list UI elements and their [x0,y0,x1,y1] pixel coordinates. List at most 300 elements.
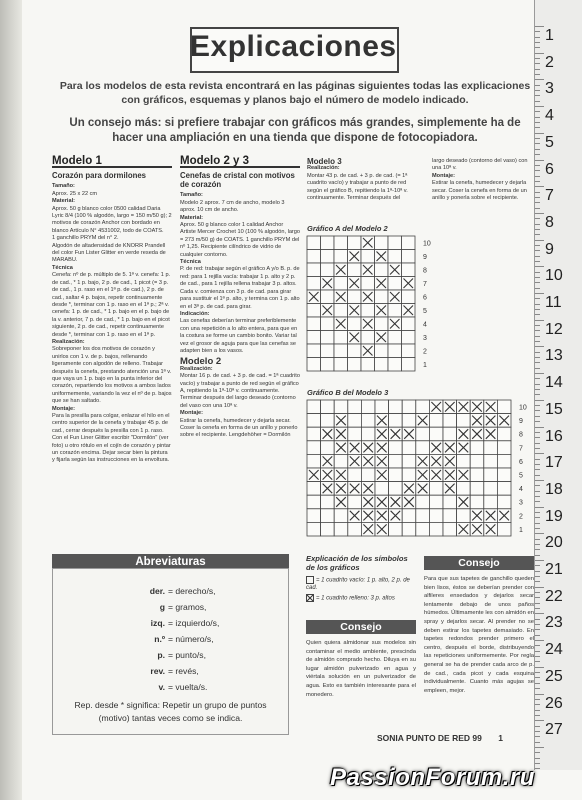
grid-cell [321,414,335,428]
ruler-tick [535,485,540,486]
grid-row-label: 4 [519,486,523,494]
grid-cell [321,441,335,455]
grid-cell [307,454,321,468]
ruler-number: 15 [545,400,563,418]
grid-cell [497,482,511,496]
ruler-tick [535,763,540,764]
ruler-tick [535,704,540,705]
grid-cell [443,495,457,509]
grid-cell [334,522,348,536]
modelo23-heading: Modelo 2 y 3 [180,158,300,168]
simbolo-relleno [306,594,414,603]
grid-row-label: 10 [519,404,527,412]
ruler-tick [535,31,540,32]
grid-cell [307,344,321,358]
grid-cell [484,441,498,455]
intro-text: Para los modelos de esta revista encontrará en las páginas siguientes todas las explicaciones con gráficos, esquemas y planos bajo el número de modelo indicado. [59,80,531,106]
ruler-tick [535,143,540,144]
ruler-number: 22 [545,587,563,605]
ruler-tick [535,549,540,550]
grid-cell [321,250,335,264]
grid-row-label: 7 [519,445,523,453]
ruler-tick [535,346,544,347]
grid-cell [497,400,511,414]
grid-cell [348,427,362,441]
modelo1-tamano: Aprox. 25 x 22 cm [52,190,98,197]
modelo1-material-label: Material: [52,198,76,205]
grid-row-label: 5 [423,307,427,315]
ruler-tick [535,603,540,604]
modelo1-montaje-label: Montaje: [52,405,75,412]
grid-cell [416,400,430,414]
abreviatura-meaning: = izquierdo/s, [168,618,220,628]
ruler-tick [535,571,540,572]
ruler-tick [535,341,540,342]
ruler-tick [535,154,540,155]
ruler-tick [535,528,540,529]
grid-cell [307,414,321,428]
ruler-number: 7 [545,187,554,205]
grid-row-label: 4 [423,321,427,329]
grid-cell [348,263,362,277]
ruler-tick [535,106,544,107]
grid-cell [334,344,348,358]
modelo2-montaje: Estirar la cenefa, humedecer y dejarla secar. Coser la cenefa en forma de un anillo y ponerlo sobre el recipiente. Lengdehöher = Dormilón [180,417,298,439]
ruler-tick [535,752,540,753]
grid-cell [402,468,416,482]
grid-cell [375,344,389,358]
abreviatura-meaning: = revés, [168,666,199,676]
ruler-tick [535,250,540,251]
ruler-tick [535,170,540,171]
ruler-tick [535,592,540,593]
modelo1-tecnica-label: Técnica [52,264,73,271]
ruler-number: 20 [545,534,563,552]
grid-cell [443,522,457,536]
grid-cell [321,400,335,414]
grid-cell [429,482,443,496]
grid-cell [429,414,443,428]
grid-cell [348,358,362,372]
grid-cell [307,427,321,441]
modelo1-tecnica: Cenefa: nº de p. múltiplo de 5. 1ª v. cenefa: 1 p. de cad., * 1 p. bajo, 2 p. de cad., 1 picot (= 3 p. de cad., 1 p. raso en el 1ª p. de cad.), 2 p. de cad., saltar 4 p. bajos, repetir continuamente desde *, terminar con 1 p. raso en el 1ª p.; 2ª v. cenefa: 1 p. de cad., * 1 p. bajo en el p. bajo de la v. anterior, 7 p. de cad., * 1 p. bajo en el picot siguiente, 2 p. de cad., repetir continuamente desde *, terminar con 1 p. raso en el 1ª p. [52,272,171,338]
grid-cell [307,263,321,277]
ruler-tick [535,138,540,139]
grid-cell [484,495,498,509]
ruler-number: 23 [545,614,563,632]
modelo3-montaje-label: Montaje: [432,172,455,179]
grid-cell [334,454,348,468]
ruler-tick [535,304,540,305]
simbolo-vacio-text: = 1 cuadrito vacío: 1 p. alto, 2 p. de cad. [306,577,410,591]
grid-cell [457,509,471,523]
modelo1-material: Aprox. 50 g blanco color 0500 calidad Daria Lyric 8/4 (100 % algodón, largo = 150 m/50 g); 2 motivos de corazón Anchor con bordado en blanco Artículo N° 4531002, todo de COATS. [52,205,172,234]
grid-row-label: 1 [423,361,427,369]
grid-cell [402,509,416,523]
grid-cell [497,522,511,536]
grid-row-label: 6 [519,458,523,466]
ruler-tick [535,539,540,540]
ruler-tick [535,352,540,353]
grid-cell [402,344,416,358]
ruler-tick [535,63,540,64]
grid-cell [348,317,362,331]
grid-cell [361,468,375,482]
ruler-tick [535,555,540,556]
grid-cell [321,236,335,250]
grid-cell [402,290,416,304]
ruler-tick [535,613,544,614]
ruler-tick [535,640,544,641]
grid-cell [402,441,416,455]
grid-cell [443,427,457,441]
ruler-tick [535,496,540,497]
ruler-number: 4 [545,107,554,125]
ruler-tick [535,726,540,727]
abreviatura-item [53,666,288,676]
grid-cell [429,495,443,509]
grid-cell [402,331,416,345]
ruler-tick [535,272,540,273]
grid-cell [388,331,402,345]
ruler-tick [535,58,540,59]
ruler-tick [535,101,540,102]
modelo1-heading: Modelo 1 [52,158,172,168]
ruler-tick [535,266,544,267]
ruler-tick [535,122,540,123]
grid-cell [361,277,375,291]
grid-cell [321,317,335,331]
grid-cell [348,290,362,304]
modelo1-algodon: Algodón de altadensidad de KNORR Prandell del color Fun Lister Glitter en verde reseda de MARABU. [52,242,166,264]
ruler-tick [535,389,540,390]
ruler-tick [535,69,540,70]
grid-cell [470,454,484,468]
ruler-tick [535,85,540,86]
modelo3-montaje: Estirar la cenefa, humedecer y dejarla secar. Coser la cenefa en forma de un anillo y ponerla sobre el recipiente. [432,180,527,202]
abreviatura-item [53,618,288,628]
simbolo-relleno-text: = 1 cuadrito relleno: 3 p. altos [316,595,395,602]
grid-cell [361,250,375,264]
ruler-tick [535,368,540,369]
grid-cell [402,250,416,264]
grid-cell [443,414,457,428]
ruler-tick [535,165,540,166]
ruler-tick [535,378,540,379]
ruler-tick [535,74,540,75]
grid-cell [388,236,402,250]
grid-cell [402,414,416,428]
ruler-tick [535,160,544,161]
grid-cell [307,495,321,509]
grid-row-label: 2 [423,348,427,356]
grid-cell [307,331,321,345]
grid-row-label: 5 [519,472,523,480]
ruler-number: 12 [545,320,563,338]
abreviatura-term: der. [149,586,165,596]
modelo23-tecnica: P. de red: trabajar según el gráfico A y/o B. p. de red: para 1 rejilla vacía: trabajar 1 p. alto y 2 p. de cad., para 1 rejilla rellena trabajar 3 p. altos. Cada v. comienza con 3 p. de cad. para girar para sustituir el 1ª p. alto, y termina con 1 p. alto en el 3ª p. de cad. para girar. [180,266,300,310]
ruler-tick [535,688,540,689]
grid-row-label: 2 [519,513,523,521]
grid-cell [402,263,416,277]
grid-cell [389,522,403,536]
ruler-number: 1 [545,27,554,44]
grid-cell [457,482,471,496]
page-footer [377,733,503,743]
ruler-tick [535,576,540,577]
ruler-tick [535,314,540,315]
ruler-tick [535,710,540,711]
ruler-tick [535,661,540,662]
ruler-tick [535,42,540,43]
ruler-number: 19 [545,507,563,525]
modelo2-realizacion: Montar 16 p. de cad. + 3 p. de cad. = 1ª cuadrito vacío) y trabajar a punto de red según el gráfico A, repitiendo la 1ª-10ª v. continuamente. Terminar después del largo deseado (contorno del vaso con una 10ª v. [180,373,300,409]
ruler-tick [535,491,540,492]
ruler-tick [535,26,544,27]
abreviatura-term: n.º [154,634,165,644]
grid-cell [307,236,321,250]
grid-cell [470,441,484,455]
grid-cell [484,468,498,482]
grid-cell [375,482,389,496]
modelo2-realizacion-label: Realización: [180,365,213,372]
grid-cell [321,331,335,345]
ruler-tick [535,181,540,182]
ruler-tick [535,410,540,411]
grid-cell [389,441,403,455]
grid-cell [470,495,484,509]
consejo1-heading: Consejo [306,620,416,634]
abreviaturas-heading: Abreviaturas [52,554,289,570]
grid-cell [334,400,348,414]
ruler-tick [535,288,540,289]
grid-cell [348,236,362,250]
ruler-tick [535,421,540,422]
grid-row-label: 9 [519,418,523,426]
modelo3-continued [432,158,532,202]
ruler-tick [535,293,544,294]
grid-cell [388,344,402,358]
abreviatura-item [53,682,288,692]
ruler-number: 10 [545,267,563,285]
grid-cell [334,358,348,372]
ruler-tick [535,384,540,385]
grid-cell [402,358,416,372]
ruler-tick [535,95,540,96]
consejo2-text: Para que sus tapetes de ganchillo queden bien lisos, éstos se deberían prender con alfileres ensedados y dejarlos secar lentamente debajo de unos paños húmedos. Últimamente les con almidón en spray y dejarlos secar. Al prender no se deben estirar los tapetes demasiado. En tapetes redondos prender primero el centro, después el borde, distribuyendo las repeticiones uniformemente. Por regla general se ha de prender cada arco de p. de cad., cada picot y cada esquina individualmente. Cuanto más agujas se empleen, mejor. [424,576,534,694]
grid-cell [416,495,430,509]
ruler-tick [535,672,540,673]
ruler-tick [535,362,540,363]
grid-cell [307,482,321,496]
ruler-number: 5 [545,133,554,151]
grid-cell [334,277,348,291]
grid-row-label: 10 [423,240,431,248]
ruler-tick [535,416,540,417]
ruler-number: 8 [545,213,554,231]
ruler-tick [535,533,544,534]
modelo23-section [180,155,301,440]
ruler-number: 17 [545,454,563,472]
ruler-tick [535,240,544,241]
modelo23-indicacion-label: Indicación: [180,310,210,317]
grid-cell [457,414,471,428]
grid-cell [389,468,403,482]
grid-cell [416,522,430,536]
grid-cell [348,495,362,509]
modelo23-tamano-label: Tamaño: [180,192,203,199]
abreviatura-term: izq. [150,618,165,628]
modelo2-montaje-label: Montaje: [180,410,203,417]
ruler-tick [535,677,540,678]
modelo23-material: Aprox. 50 g blanco color 1 calidad Anchor Artiste Mercer Crochet 10 (100 % algodón, largo = 273 m/50 g) de COATS. 1 ganchillo PRYM del nº 1,25. Recipiente cilíndrico de vidrio de cualquier contorno. [180,222,301,258]
simbolos-title: Explicación de los símbolos de los gráficos [306,554,408,572]
footer-page-number: 1 [498,733,503,743]
grid-cell [361,358,375,372]
grid-cell [429,522,443,536]
ruler-tick [535,699,540,700]
modelo1-realizacion-label: Realización: [52,338,85,345]
grid-cell [307,400,321,414]
ruler-number: 14 [545,374,563,392]
grid-cell [375,236,389,250]
ruler-tick [535,261,540,262]
grid-cell [429,427,443,441]
grafico-a-chart [305,234,470,374]
grid-cell [388,358,402,372]
grid-cell [402,454,416,468]
grid-cell [389,414,403,428]
ruler-tick [535,619,540,620]
ruler-tick [535,507,544,508]
grid-cell [321,263,335,277]
grid-cell [307,509,321,523]
modelo23-tecnica-label: Técnica [180,259,201,266]
ruler-number: 21 [545,561,563,578]
grid-cell [497,441,511,455]
abreviatura-item [53,586,288,596]
grid-cell [457,454,471,468]
grid-cell [321,522,335,536]
ruler-tick [535,629,540,630]
abreviatura-meaning: = gramos, [168,602,207,612]
ruler-tick [535,357,540,358]
grid-cell [388,250,402,264]
ruler-tick [535,256,540,257]
ruler-number: 9 [545,240,554,258]
ruler-tick [535,437,540,438]
ruler-tick [535,202,540,203]
abreviatura-meaning: = derecho/s, [168,586,216,596]
ruler-tick [535,624,540,625]
ruler-tick [535,325,540,326]
ruler-tick [535,427,544,428]
ruler-number: 6 [545,160,554,178]
grid-row-label: 1 [519,526,523,534]
grid-cell [402,236,416,250]
grid-row-label: 8 [519,431,523,439]
ruler-tick [535,277,540,278]
footer-magazine: SONIA PUNTO DE RED 99 [377,733,482,743]
ruler-tick [535,768,540,769]
ruler-tick [535,405,540,406]
ruler-tick [535,651,540,652]
grid-cell [375,358,389,372]
modelo1-section [52,155,172,465]
ruler-tick [535,587,544,588]
modelo3-heading: Modelo 3 [307,157,342,166]
grid-cell [307,358,321,372]
grid-cell [321,495,335,509]
modelo23-material-label: Material: [180,214,204,221]
ruler-tick [535,758,540,759]
grid-cell [484,482,498,496]
ruler-tick [535,443,540,444]
grid-cell [348,344,362,358]
grid-cell [388,277,402,291]
grid-cell [429,509,443,523]
grid-cell [402,317,416,331]
binding-gutter [0,0,22,800]
abreviatura-item [53,602,288,612]
modelo3-realizacion: Montar 43 p. de cad. + 3 p. de cad. (= 1ª cuadrito vacío) y trabajar a punto de red según el gráfico B, repitiendo la 1ª-10ª v. continuamente. Terminar después del [307,172,408,202]
ruler-tick [535,320,544,321]
ruler-number: 24 [545,641,563,659]
ruler-tick [535,742,540,743]
ruler-tick [535,544,540,545]
grid-cell [307,277,321,291]
grid-cell [348,414,362,428]
consejo1-text: Quien quiera almidonar sus modelos sin contaminar el medio ambiente, prescinda de almidón comprado hecho. Diluya en su lugar almidón pulverizado en agua y viértala solución en un pulverizador de agua. Esto es también interesante para el monedero. [306,640,416,698]
grid-row-label: 8 [423,267,427,275]
ruler-tick [535,111,540,112]
ruler-tick [535,667,544,668]
ruler-tick [535,464,540,465]
ruler-tick [535,37,540,38]
abreviatura-term: v. [158,682,165,692]
page-title: Explicaciones [190,30,397,63]
ruler-tick [535,565,540,566]
grid-cell [361,304,375,318]
grid-cell [375,400,389,414]
ruler-number: 26 [545,694,563,712]
ruler-tick [535,149,540,150]
modelo1-tamano-label: Tamaño: [52,183,75,190]
ruler-tick [535,79,544,80]
grid-cell [321,509,335,523]
grid-cell [443,509,457,523]
ruler-tick [535,512,540,513]
grid-cell [497,495,511,509]
abreviaturas-note: Rep. desde * significa: Repetir un grupo de puntos (motivo) tantas veces como se indica. [74,700,267,723]
ruler-tick [535,47,540,48]
grafico-b-chart [305,398,533,546]
ruler [534,0,582,770]
grid-cell [307,441,321,455]
ruler-tick [535,176,540,177]
modelo23-subheading: Cenefas de cristal con motivos de corazón [180,171,295,190]
grid-cell [497,454,511,468]
ruler-tick [535,453,544,454]
grid-row-label: 7 [423,280,427,288]
grid-row-label: 9 [423,253,427,261]
grid-cell [416,427,430,441]
grid-cell [497,427,511,441]
ruler-number: 25 [545,667,563,685]
modelo2-heading: Modelo 2 [180,356,222,368]
modelo3-section [307,158,417,202]
ruler-number: 11 [545,294,562,311]
